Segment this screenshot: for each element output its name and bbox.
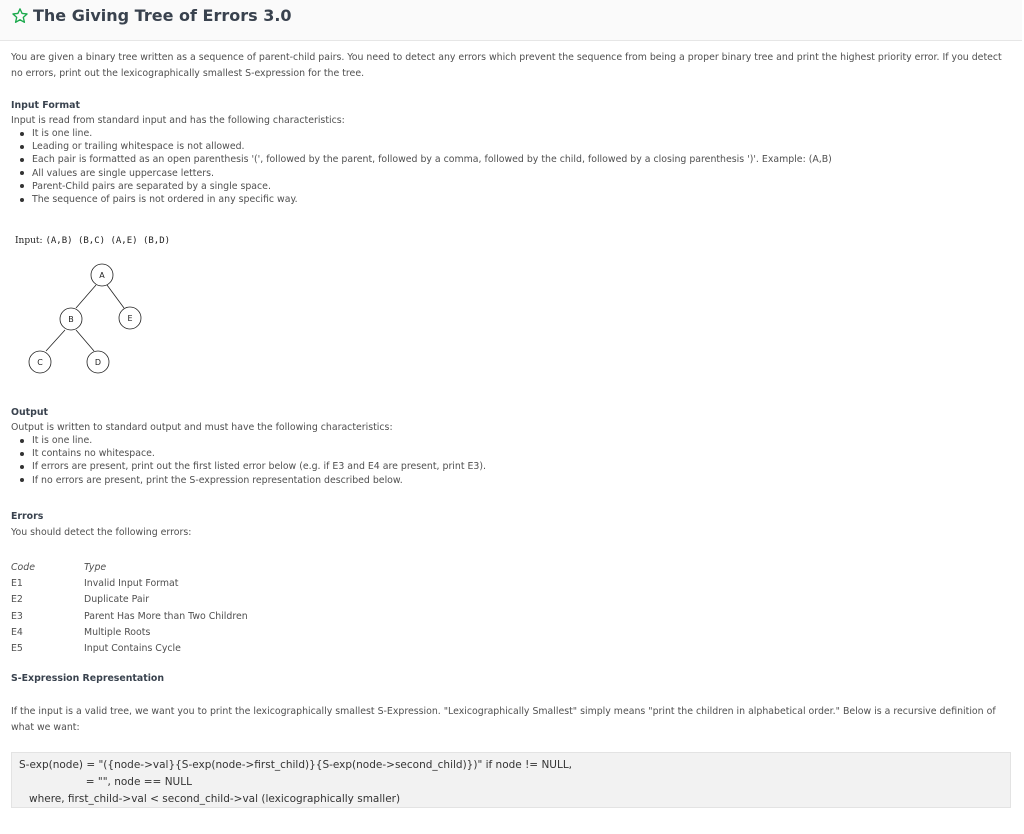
table-row <box>11 624 248 640</box>
output-section <box>11 405 1011 487</box>
output-heading: Output <box>11 407 48 418</box>
tree-edge <box>107 285 124 308</box>
list-item: It is one line. <box>11 127 1011 140</box>
errors-section <box>11 509 1011 541</box>
column-header-type: Type <box>84 561 107 573</box>
error-type: Duplicate Pair <box>84 594 150 606</box>
error-code: E4 <box>11 626 23 638</box>
page-header <box>0 0 1022 41</box>
code-line: where, first_child->val < second_child->val (lexicographically smaller) <box>19 793 401 805</box>
output-lead: Output is written to standard output and must have the following characteristics: <box>11 422 393 433</box>
tree-edge <box>76 285 96 308</box>
error-type: Invalid Input Format <box>84 577 179 589</box>
errors-heading: Errors <box>11 511 44 522</box>
list-item: Each pair is formatted as an open parenthesis '(', followed by the parent, followed by a comma, followed by the child, followed by a closing parenthesis ')'. Example: (A,B) <box>11 153 1011 166</box>
code-line: = "", node == NULL <box>19 776 192 788</box>
list-item: Parent-Child pairs are separated by a single space. <box>11 180 1011 193</box>
sexp-heading: S-Expression Representation <box>11 673 165 684</box>
list-item: All values are single uppercase letters. <box>11 167 1011 180</box>
tree-edge <box>46 330 65 351</box>
tree-node-label: B <box>68 315 74 324</box>
example-input-value: (A,B) (B,C) (A,E) (B,D) <box>45 236 171 246</box>
error-code: E5 <box>11 643 23 655</box>
table-header-row <box>11 559 248 575</box>
list-item: It contains no whitespace. <box>11 447 1011 460</box>
tree-node-label: E <box>127 314 133 323</box>
sexp-code-block <box>11 752 1011 808</box>
example-input-label: Input: <box>15 236 43 246</box>
page-title: The Giving Tree of Errors 3.0 <box>33 6 292 25</box>
table-row <box>11 640 248 656</box>
list-item: If errors are present, print out the first listed error below (e.g. if E3 and E4 are present, print E3). <box>11 460 1011 473</box>
errors-lead: You should detect the following errors: <box>11 527 192 538</box>
input-format-heading: Input Format <box>11 100 80 111</box>
list-item: Leading or trailing whitespace is not allowed. <box>11 140 1011 153</box>
list-item: If no errors are present, print the S-expression representation described below. <box>11 474 1011 487</box>
tree-node-label: A <box>99 271 105 280</box>
example-tree-diagram <box>20 258 170 380</box>
table-row <box>11 592 248 608</box>
error-type: Multiple Roots <box>84 626 151 638</box>
output-list <box>11 434 1011 487</box>
tree-node-label: C <box>37 358 43 367</box>
list-item: The sequence of pairs is not ordered in any specific way. <box>11 193 1011 206</box>
tree-edge <box>76 330 94 351</box>
input-format-lead: Input is read from standard input and has the following characteristics: <box>11 115 345 126</box>
list-item: It is one line. <box>11 434 1011 447</box>
problem-statement <box>11 50 1011 206</box>
error-type: Input Contains Cycle <box>84 643 181 655</box>
error-code: E3 <box>11 610 23 622</box>
column-header-code: Code <box>11 561 36 573</box>
code-line: S-exp(node) = "({node->val}{S-exp(node->first_child)}{S-exp(node->second_child)})" if node != NULL, <box>19 759 573 771</box>
sexp-section <box>11 671 1011 736</box>
star-icon[interactable] <box>11 7 29 25</box>
intro-text: You are given a binary tree written as a sequence of parent-child pairs. You need to detect any errors which prevent the sequence from being a proper binary tree and print the highest priority error. If you detect no errors, print out the lexicographically smallest S-expression for the tree. <box>11 52 1002 79</box>
example-input <box>15 236 170 246</box>
errors-table <box>11 559 248 657</box>
error-code: E2 <box>11 594 23 606</box>
table-row <box>11 608 248 624</box>
error-code: E1 <box>11 577 23 589</box>
input-format-list <box>11 127 1011 206</box>
sexp-description: If the input is a valid tree, we want you to print the lexicographically smallest S-Expression. "Lexicographically Smallest" simply means "print the children in alphabetical order." Below is a recursive definition of what we want: <box>11 706 996 733</box>
tree-node-label: D <box>94 358 102 367</box>
error-type: Parent Has More than Two Children <box>84 610 248 622</box>
table-row <box>11 575 248 591</box>
